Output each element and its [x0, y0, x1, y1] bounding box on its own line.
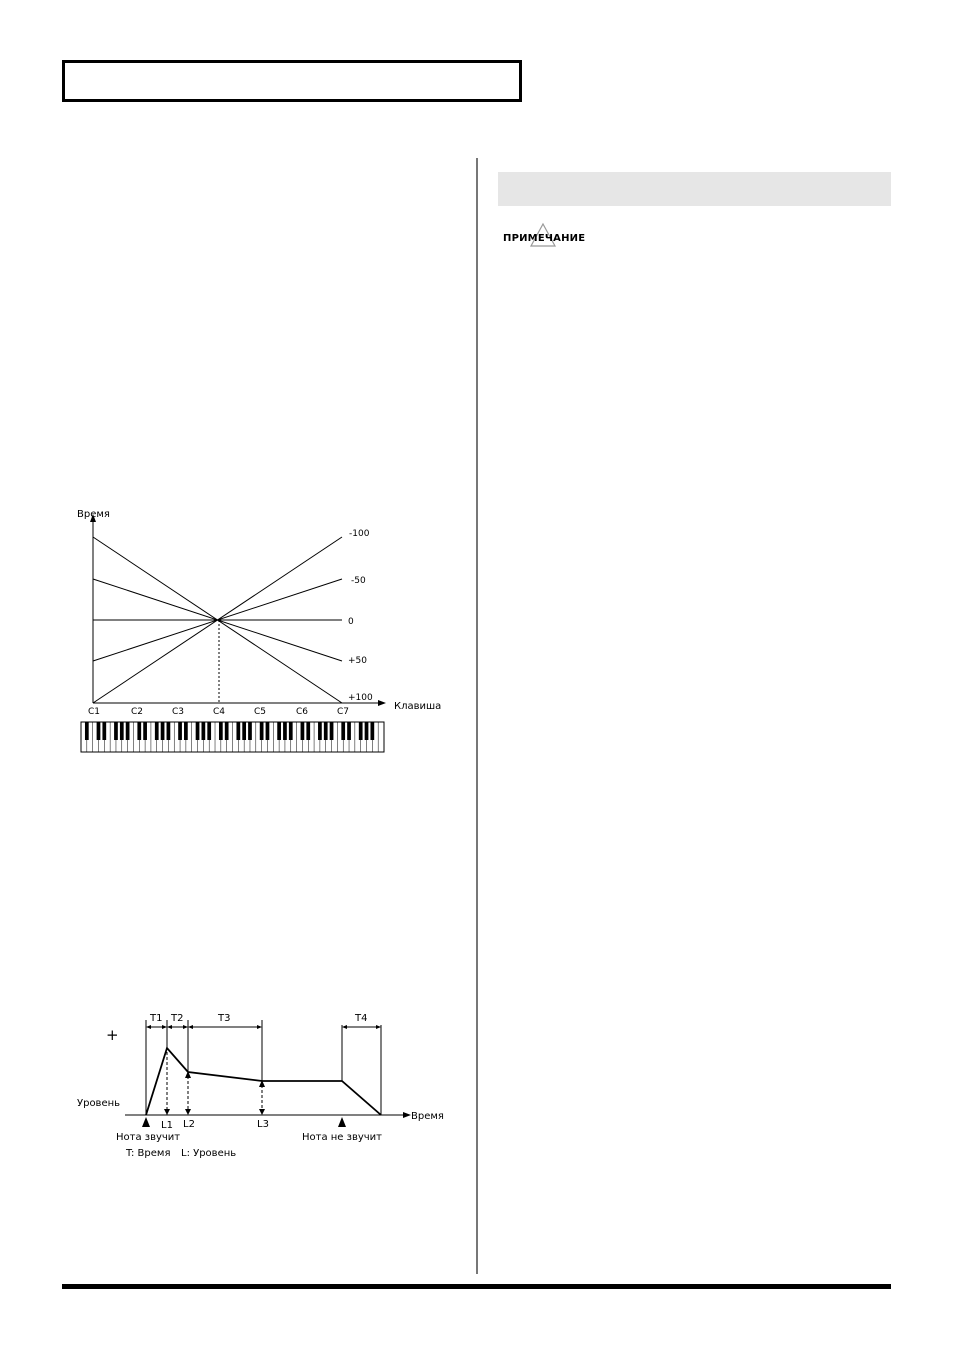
time-label: T4	[355, 1013, 368, 1024]
line-label: 0	[348, 617, 354, 627]
key-label: C6	[296, 707, 309, 717]
line-label: -50	[351, 576, 366, 586]
key-label: C5	[254, 707, 267, 717]
piano-keyboard-icon	[81, 722, 384, 752]
envelope-chart	[70, 1005, 470, 1170]
keyfollow-y-axis-label: Время	[77, 509, 110, 520]
footer-rule	[62, 1284, 891, 1289]
key-label: C1	[88, 707, 101, 717]
note-off-label: Нота не звучит	[302, 1132, 382, 1143]
envelope-curve	[146, 1048, 381, 1115]
key-label: C7	[337, 707, 350, 717]
key-label: C2	[131, 707, 144, 717]
level-label: L1	[161, 1120, 173, 1131]
line-label: +50	[348, 656, 367, 666]
time-label: T3	[218, 1013, 231, 1024]
section-heading-bar	[498, 172, 891, 206]
note-on-marker	[142, 1117, 150, 1127]
note-on-label: Нота звучит	[116, 1132, 181, 1143]
level-label: L3	[257, 1119, 269, 1130]
keyfollow-x-axis-label: Клавиша	[394, 701, 442, 712]
keyfollow-chart	[70, 500, 470, 765]
note-marker	[503, 222, 603, 252]
line-label: -100	[349, 529, 370, 539]
time-label: T2	[171, 1013, 184, 1024]
column-divider	[476, 158, 478, 1274]
page-header-box	[62, 60, 522, 102]
envelope-x-axis-label: Время	[411, 1111, 444, 1122]
legend-time: T: Время	[126, 1148, 171, 1159]
time-label: T1	[150, 1013, 163, 1024]
key-label: C3	[172, 707, 185, 717]
note-off-marker	[338, 1117, 346, 1127]
key-label: C4	[213, 707, 226, 717]
line-label: +100	[348, 693, 373, 703]
envelope-plus-sign: +	[106, 1026, 119, 1044]
note-label: ПРИМЕЧАНИЕ	[503, 233, 586, 244]
level-label: L2	[183, 1119, 195, 1130]
envelope-y-axis-label: Уровень	[77, 1098, 121, 1109]
legend-level: L: Уровень	[181, 1148, 237, 1159]
